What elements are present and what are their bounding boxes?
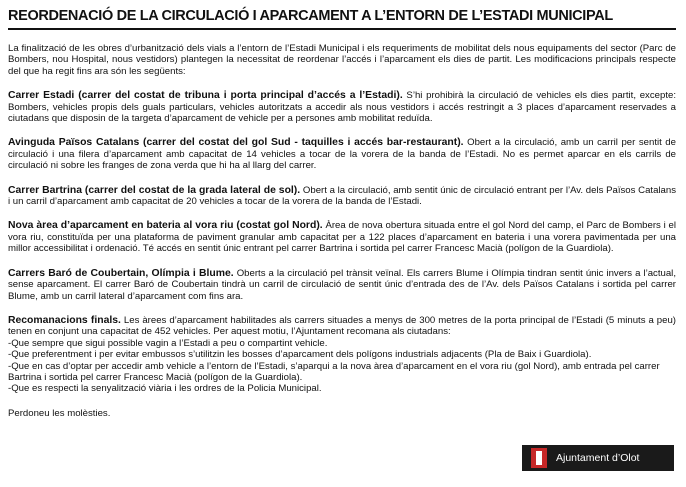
section-avinguda-paisos-catalans bbox=[8, 137, 676, 171]
list-item: -Que en cas d’optar per accedir amb vehicle a l’entorn de l’Estadi, s’aparqui a la nova àrea d’aparcament en el vora riu (gol Nord), amb entrada pel carrer Bartrina i sortida pel carrer Francesc Macià (polígon de la Guardiola). bbox=[8, 360, 660, 383]
coat-of-arms-icon bbox=[531, 448, 547, 468]
closing-line: Perdoneu les molèsties. bbox=[8, 407, 111, 419]
list-item: -Que es respecti la senyalització viària i les ordres de la Policia Municipal. bbox=[8, 383, 322, 395]
section-heading: Carrer Bartrina (carrer del costat de la grada lateral de sol). bbox=[8, 184, 301, 196]
logo-text: Ajuntament d’Olot bbox=[556, 452, 640, 464]
recommendations-intro bbox=[8, 315, 676, 338]
page-title: REORDENACIÓ DE LA CIRCULACIÓ I APARCAMENT A L’ENTORN DE L’ESTADI MUNICIPAL bbox=[8, 8, 613, 24]
section-carrer-bartrina bbox=[8, 185, 676, 208]
list-item: -Que preferentment i per evitar embussos s’utilitzin les bosses d’aparcament dels polígons industrials adjacents (Pla de Baix i Guardiola). bbox=[8, 349, 592, 361]
section-heading: Avinguda Països Catalans (carrer del costat del gol Sud - taquilles i accés bar-restaurant). bbox=[8, 137, 464, 149]
section-body: Les àrees d’aparcament habilitades als carrers situades a menys de 300 metres de la porta principal de l’Estadi (5 minuts a peu) tenen en conjunt una capacitat de 452 vehicles. Per aquest motiu, l’Ajuntament recomana als ciutadans: bbox=[8, 314, 676, 338]
recommendations-list bbox=[8, 338, 676, 395]
section-heading: Nova àrea d’aparcament en bateria al vora riu (costat gol Nord). bbox=[8, 220, 323, 232]
section-heading: Carrers Baró de Coubertain, Olímpia i Blume. bbox=[8, 267, 234, 279]
section-nova-area-aparcament bbox=[8, 220, 676, 254]
section-body: Oberts a la circulació pel trànsit veïnal. Els carrers Blume i Olímpia tindran sentit únic invers a l’actual, sense aparcament. El carrer Baró de Coubertain tindrà un carril de circulació de sentit únic d’entrada des de l’Av. dels Països Catalans i sortida pel carrer Blume, amb un carril lateral d’aparcament com fins ara. bbox=[8, 267, 676, 302]
section-heading: Carrer Estadi (carrer del costat de tribuna i porta principal d’accés a l’Estadi). bbox=[8, 90, 403, 102]
title-underline bbox=[8, 28, 676, 30]
section-carrers-baro-olimpia-blume bbox=[8, 268, 676, 302]
section-heading: Recomanacions finals. bbox=[8, 314, 121, 326]
notice-page bbox=[8, 0, 676, 419]
ajuntament-logo bbox=[522, 445, 674, 471]
section-carrer-estadi bbox=[8, 90, 676, 124]
section-body: Obert a la circulació, amb un carril per sentit de circulació i una filera d’aparcament amb capacitat de 14 vehicles a tocar de la vorera de la banda de l’Estadi. No es permet aparcar en els carrils de circulació ni sobre les franges de zona verda que hi ha al llarg del carrer. bbox=[8, 137, 676, 172]
section-body: Àrea de nova obertura situada entre el gol Nord del camp, el Parc de Bombers i el vora riu, constituïda per una plataforma de paviment granular amb capacitat per a 122 places d’aparcament en bateria i una vorera pavimentada per una millor accessibilitat i ordenació. Té accés en sentit únic entrant pel carrer Bartrina i sortida pel carrer Francesc Macià (polígon de la Guardiola). bbox=[8, 220, 677, 255]
list-item: -Que sempre que sigui possible vagin a l’Estadi a peu o compartint vehicle. bbox=[8, 337, 328, 349]
section-body: Obert a la circulació, amb sentit únic de circulació entrant per l’Av. dels Països Catalans i un carril d’aparcament amb capacitat de 20 vehicles a tocar de la vorera de la banda de l’Estadi. bbox=[8, 184, 677, 208]
section-body: S’hi prohibirà la circulació de vehicles els dies partit, excepte: Bombers, vehicles propis dels guals particulars, vehicles autoritzats a accedir als nous vestidors i accés restringit a 3 places d’aparcament reservades a ciutadans que disposin de la targeta d’aparcament de vehicle per a persones amb mobilitat reduïda. bbox=[8, 90, 676, 125]
section-recomanacions-finals bbox=[8, 315, 676, 395]
intro-paragraph: La finalització de les obres d’urbanització dels vials a l’entorn de l’Estadi Municipal i els requeriments de mobilitat dels nous equipaments del sector (Parc de Bombers, nou Hospital, nous vestidors) plantegen la necessitat de reordenar l’accés i l’aparcament els dies de partit. Les modificacions principals respecte del que ha regit fins ara són les següents: bbox=[8, 43, 676, 77]
